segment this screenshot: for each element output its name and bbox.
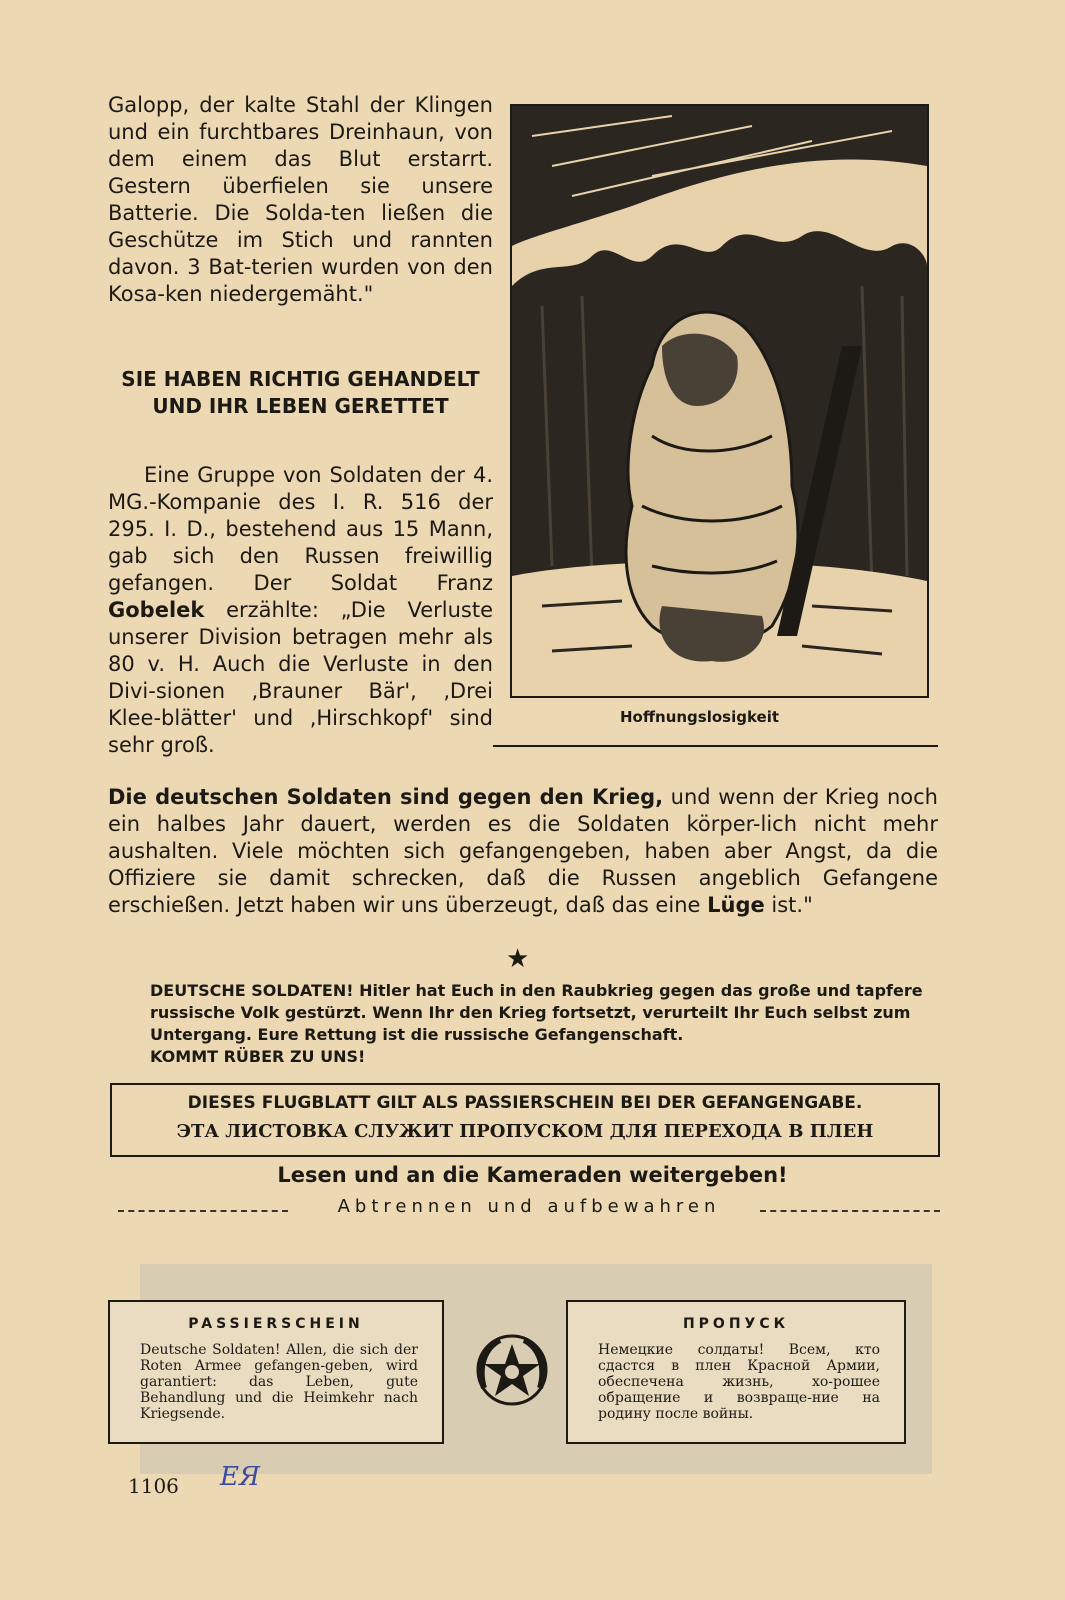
pass-notice-russian: ЭТА ЛИСТОВКА СЛУЖИТ ПРОПУСКОМ ДЛЯ ПЕРЕХОДА В ПЛЕН: [176, 1121, 874, 1142]
cut-line: [118, 1196, 940, 1226]
passierschein-title: PASSIERSCHEIN: [188, 1316, 364, 1332]
soldier-name: Gobelek: [108, 598, 205, 622]
section-heading: SIE HABEN RICHTIG GEHANDELT UND IHR LEBEN GERETTET: [121, 367, 480, 418]
wide-text-2: ist.": [764, 893, 813, 917]
propusk-card: [566, 1300, 906, 1444]
page-number: 1106: [128, 1474, 179, 1498]
cut-label: Abtrennen und aufbewahren: [337, 1196, 721, 1217]
story-paragraph: [108, 462, 493, 759]
illustration-caption: Hoffnungslosigkeit: [620, 708, 780, 726]
appeal-block: [108, 980, 938, 1068]
story-text-2: erzählte: „Die Verluste unserer Division betragen mehr als 80 v. H. Auch die Verluste in den Divi-sionen ‚Brauner Bär', ‚Drei Klee-blätter' und ‚Hirschkopf' sind sehr groß.: [108, 598, 493, 757]
propusk-body: Немецкие солдаты! Всем, кто сдастся в плен Красной Армии, обеспечена жизнь, хо-рошее обращение и возвраще-ние на родину после войны.: [598, 1342, 880, 1422]
soldiers-against-war: Die deutschen Soldaten sind gegen den Krieg,: [108, 785, 664, 809]
frozen-soldier-illustration: [512, 106, 927, 696]
pass-notice-box: [110, 1083, 940, 1157]
appeal-text: DEUTSCHE SOLDATEN! Hitler hat Euch in den Raubkrieg gegen das große und tapfere russische Volk gestürzt. Wenn Ihr den Krieg fortsetzt, verurteilt Ihr Euch selbst zum Untergang. Eure Rettung ist die russische Gefangenschaft.: [150, 981, 923, 1044]
woodcut-illustration: [510, 104, 929, 698]
wide-text-1: und wenn der Krieg noch ein halbes Jahr dauert, werden es die Soldaten körper-lich nicht mehr aushalten. Viele möchten sich gefangengeben, haben aber Angst, da die Offiziere sie damit schrecken, daß die Russen angeblich Gefangene erschießen. Jetzt haben wir uns überzeugt, daß das eine: [108, 785, 938, 917]
story-text-1: Eine Gruppe von Soldaten der 4. MG.-Kompanie des I. R. 516 der 295. I. D., bestehend aus 15 Mann, gab sich den Russen freiwillig gefangen. Der Soldat Franz: [108, 463, 493, 595]
pass-notice-german: DIESES FLUGBLATT GILT ALS PASSIERSCHEIN BEI DER GEFANGENGABE.: [187, 1093, 863, 1113]
star-icon: ★: [506, 944, 530, 974]
caption-rule: [493, 745, 938, 747]
intro-paragraph: [108, 92, 493, 308]
lie-word: Lüge: [707, 893, 765, 917]
soviet-star-emblem-icon: [470, 1328, 554, 1412]
cut-dash-right: [760, 1210, 940, 1212]
appeal-call: KOMMT RÜBER ZU UNS!: [150, 1047, 366, 1066]
wide-paragraph: [108, 784, 938, 919]
passierschein-body: Deutsche Soldaten! Allen, die sich der Roten Armee gefangen-geben, wird garantiert: das Leben, gute Behandlung und die Heimkehr nach Kriegsende.: [140, 1342, 418, 1422]
propusk-title: ПРОПУСК: [682, 1316, 790, 1332]
intro-text: Galopp, der kalte Stahl der Klingen und ein furchtbares Dreinhaun, von dem einem das Blut erstarrt. Gestern überfielen sie unsere Batterie. Die Solda-ten ließen die Geschütze im Stich und rannten davon. 3 Bat-terien wurden von den Kosa-ken niedergemäht.": [108, 93, 493, 306]
passierschein-card: [108, 1300, 444, 1444]
handwritten-mark: ЕЯ: [220, 1462, 260, 1492]
read-and-pass-on: Lesen und an die Kameraden weitergeben!: [277, 1163, 788, 1187]
